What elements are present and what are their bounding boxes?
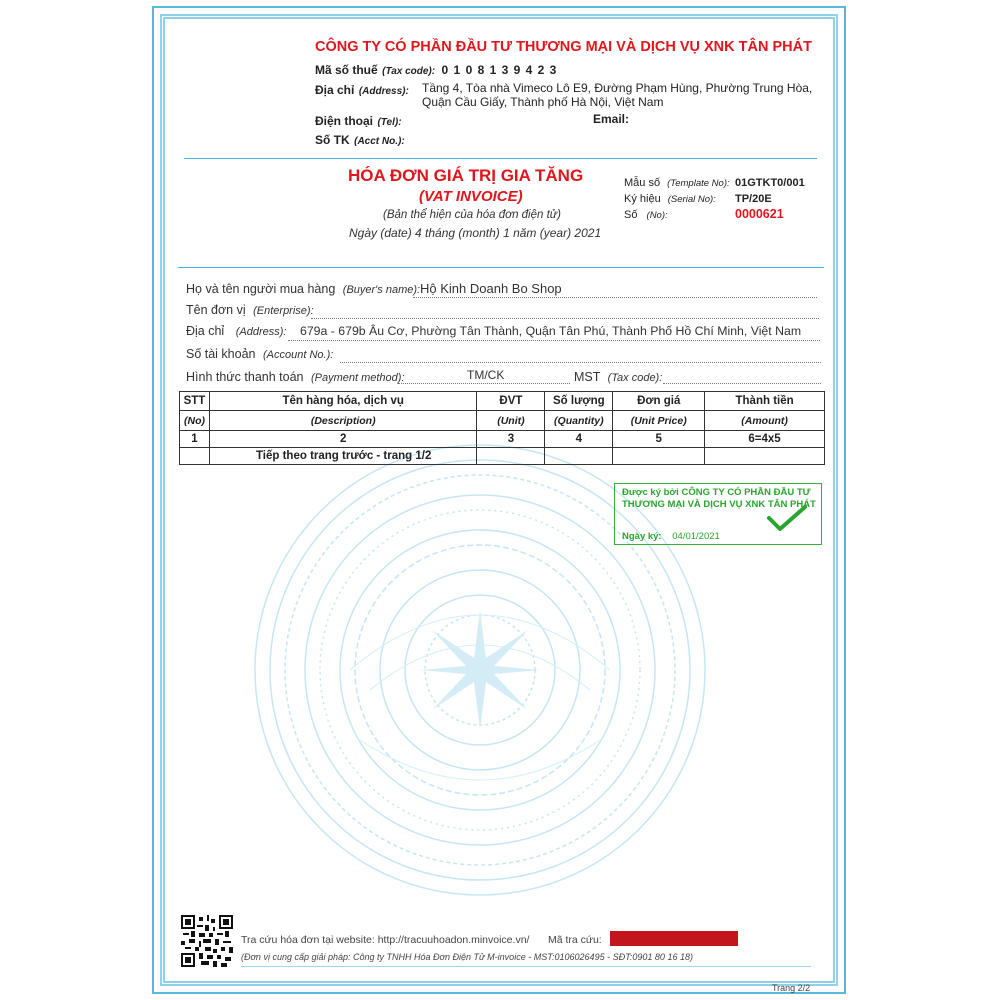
table-numbering-row [180, 431, 825, 448]
buyer-name-value: Hộ Kinh Doanh Bo Shop [420, 281, 562, 296]
page-number: Trang 2/2 [772, 983, 811, 993]
buyer-name-label-en: (Buyer's name): [342, 284, 421, 296]
template-label-en: (Template No): [667, 178, 730, 189]
col-header-stt: STT [180, 392, 210, 411]
col-number-6: 6=4x5 [705, 431, 825, 448]
col-header-amount: Thành tiền [705, 392, 825, 411]
continuation-qty-cell [545, 448, 613, 465]
invoice-no-label: Số [624, 209, 638, 221]
account-no-line [340, 362, 821, 363]
phone-label-en: (Tel): [377, 117, 402, 128]
col-header-en-quantity: (Quantity) [545, 411, 613, 431]
account-no-label-row [186, 347, 333, 361]
account-no-label: Số tài khoản [186, 347, 256, 361]
payment-label: Hình thức thanh toán [186, 370, 304, 384]
items-table [179, 391, 825, 465]
company-address-label-row [315, 81, 409, 99]
title-divider [178, 267, 824, 268]
col-header-quantity: Số lượng [545, 392, 613, 411]
provider-info: (Đơn vị cung cấp giải pháp: Công ty TNHH Hóa Đơn Điện Tử M-invoice - MST:0106026495 - SĐT:0901 80 16 18) [241, 952, 693, 962]
signature-date-label: Ngày ký: [622, 531, 662, 542]
buyer-name-label: Họ và tên người mua hàng [186, 282, 336, 296]
template-number: 01GTKT0/001 [735, 177, 805, 189]
template-label: Mẫu số [624, 177, 661, 189]
col-header-unit-price: Đơn giá [613, 392, 705, 411]
signature-date-row [622, 531, 720, 542]
buyer-address-label-row [186, 324, 286, 338]
lookup-code-label: Mã tra cứu: [548, 934, 602, 946]
enterprise-line [311, 318, 819, 319]
table-row [180, 448, 825, 465]
table-header-row [180, 392, 825, 411]
enterprise-label-row [186, 303, 314, 317]
continuation-stt-cell [180, 448, 210, 465]
payment-label-row [186, 370, 405, 384]
col-header-en-unit: (Unit) [477, 411, 545, 431]
continuation-price-cell [613, 448, 705, 465]
serial-number: TP/20E [735, 193, 772, 205]
enterprise-label-en: (Enterprise): [253, 305, 314, 317]
lookup-label: Tra cứu hóa đơn tại website: [241, 934, 375, 946]
qr-code-icon [181, 915, 233, 967]
invoice-date: Ngày (date) 4 tháng (month) 1 năm (year) 2021 [349, 226, 602, 240]
buyer-name-label-row [186, 282, 420, 296]
company-address-line1: Tầng 4, Tòa nhà Vimeco Lô E9, Đường Phạm Hùng, Phường Trung Hòa, [422, 81, 813, 95]
col-header-en-stt: (No) [180, 411, 210, 431]
account-label-en: (Acct No.): [354, 136, 405, 147]
signature-date-value: 04/01/2021 [672, 531, 720, 542]
continuation-unit-cell [477, 448, 545, 465]
col-number-4: 4 [545, 431, 613, 448]
invoice-subtitle: (Bản thể hiện của hóa đơn điện tử) [383, 209, 561, 221]
buyer-address-value: 679a - 679b Âu Cơ, Phường Tân Thành, Quận Tân Phú, Thành Phố Hồ Chí Minh, Việt Nam [300, 324, 802, 338]
company-name: CÔNG TY CÓ PHẦN ĐẦU TƯ THƯƠNG MẠI VÀ DỊCH VỤ XNK TÂN PHÁT [315, 39, 812, 55]
col-number-5: 5 [613, 431, 705, 448]
serial-label-en: (Serial No): [667, 194, 716, 205]
buyer-name-line [413, 297, 817, 298]
col-header-description: Tên hàng hóa, dịch vụ [209, 392, 477, 411]
col-number-1: 1 [180, 431, 210, 448]
phone-label: Điện thoại [315, 114, 374, 128]
phone-row [315, 112, 402, 130]
buyer-address-label-en: (Address): [235, 326, 287, 338]
checkmark-icon [766, 504, 808, 532]
mst-label-row [574, 370, 662, 384]
footer-divider [241, 966, 811, 967]
account-row [315, 131, 405, 149]
serial-label: Ký hiệu [624, 193, 661, 205]
account-label: Số TK [315, 133, 350, 147]
redacted-lookup-code [610, 931, 738, 946]
table-header-en-row [180, 411, 825, 431]
col-header-en-unit-price: (Unit Price) [613, 411, 705, 431]
invoice-title-en: (VAT INVOICE) [419, 188, 523, 205]
col-header-en-description: (Description) [209, 411, 477, 431]
lookup-url[interactable]: http://tracuuhoadon.minvoice.vn/ [377, 934, 530, 946]
col-number-3: 3 [477, 431, 545, 448]
account-no-label-en: (Account No.): [262, 349, 334, 361]
company-address-line2: Quận Cầu Giấy, Thành phố Hà Nội, Việt Nam [422, 95, 664, 109]
serial-row [624, 193, 716, 205]
col-number-2: 2 [209, 431, 477, 448]
template-row [624, 177, 730, 189]
tax-code-label-en: (Tax code): [382, 66, 436, 77]
continuation-amount-cell [705, 448, 825, 465]
company-address-label: Địa chỉ [315, 83, 355, 97]
tax-code-value: 0 1 0 8 1 3 9 4 2 3 [441, 63, 558, 77]
company-address-label-en: (Address): [358, 86, 409, 97]
tax-code-row [315, 61, 557, 79]
signature-signed-by: Được ký bởi CÔNG TY CÓ PHẦN ĐẦU TƯ THƯƠNG MẠI VÀ DỊCH VỤ XNK TÂN PHÁT [622, 487, 816, 510]
invoice-number: 0000621 [735, 207, 784, 221]
mst-label: MST [574, 370, 601, 384]
email-label: Email: [593, 112, 630, 126]
payment-method-line [398, 383, 570, 384]
mst-line [663, 383, 821, 384]
header-divider [184, 158, 817, 159]
buyer-address-label: Địa chỉ [186, 324, 225, 338]
invoice-no-label-en: (No): [646, 210, 668, 221]
enterprise-label: Tên đơn vị [186, 303, 246, 317]
buyer-address-line [288, 340, 820, 341]
payment-method-value: TM/CK [467, 368, 505, 382]
col-header-en-amount: (Amount) [705, 411, 825, 431]
invoice-title: HÓA ĐƠN GIÁ TRỊ GIA TĂNG [348, 166, 584, 185]
mst-label-en: (Tax code): [607, 372, 663, 384]
payment-label-en: (Payment method): [310, 372, 405, 384]
lookup-row [241, 934, 529, 946]
invoice-no-row [624, 209, 668, 221]
col-header-unit: ĐVT [477, 392, 545, 411]
continuation-text: Tiếp theo trang trước - trang 1/2 [209, 448, 477, 465]
tax-code-label: Mã số thuế [315, 63, 378, 77]
